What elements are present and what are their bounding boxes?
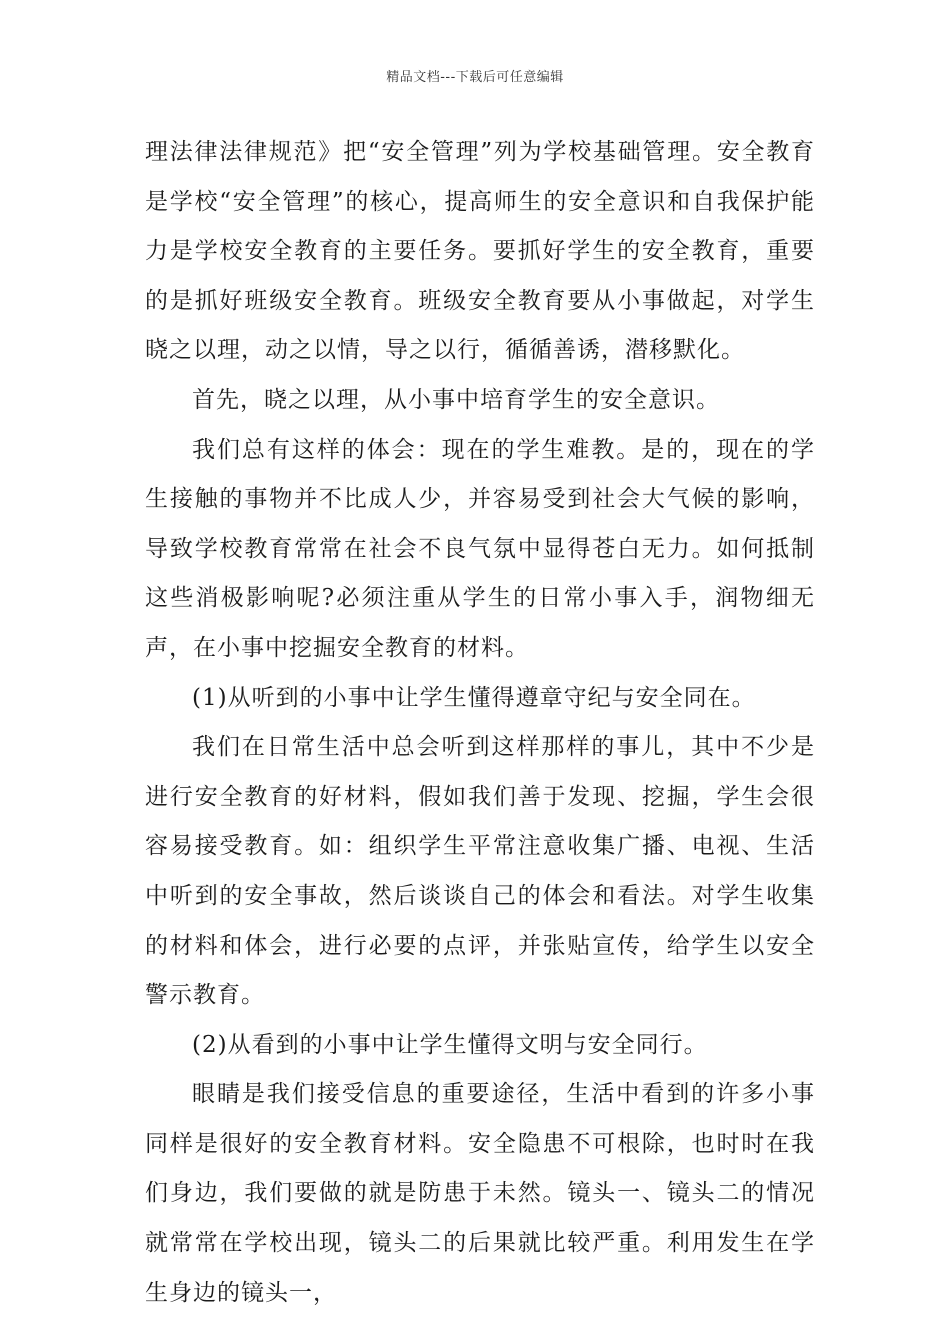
paragraph-heading-first: 首先，晓之以理，从小事中培育学生的安全意识。 bbox=[192, 386, 720, 413]
paragraph-continuation: 理法律法律规范》把“安全管理”列为学校基础管理。安全教育是学校“安全管理”的核心，提高师生的安全意识和自我保护能力是学校安全教育的主要任务。要抓好学生的安全教育，重要的是抓好班级安全教育。班级安全教育要从小事做起，对学生晓之以理，动之以情，导之以行，循循善诱，潜移默化。 bbox=[145, 139, 815, 364]
page-header: 精品文档---下载后可任意编辑 bbox=[386, 70, 564, 85]
paragraph: 眼睛是我们接受信息的重要途径，生活中看到的许多小事同样是很好的安全教育材料。安全隐患不可根除，也时时在我们身边，我们要做的就是防患于未然。镜头一、镜头二的情况就常常在学校出现，镜头二的后果就比较严重。利用发生在学生身边的镜头一， bbox=[145, 1081, 815, 1306]
paragraph: 我们总有这样的体会：现在的学生难教。是的，现在的学生接触的事物并不比成人少，并容易受到社会大气候的影响，导致学校教育常常在社会不良气氛中显得苍白无力。如何抵制这些消极影响呢?必须注重从学生的日常小事入手，润物细无声，在小事中挖掘安全教育的材料。 bbox=[145, 436, 815, 661]
paragraph-subheading-2: (2)从看到的小事中让学生懂得文明与安全同行。 bbox=[192, 1031, 708, 1058]
document-body bbox=[145, 128, 815, 1318]
paragraph-subheading-1: (1)从听到的小事中让学生懂得遵章守纪与安全同在。 bbox=[192, 684, 756, 711]
paragraph: 我们在日常生活中总会听到这样那样的事儿，其中不少是进行安全教育的好材料，假如我们善于发现、挖掘，学生会很容易接受教育。如：组织学生平常注意收集广播、电视、生活中听到的安全事故，然后谈谈自己的体会和看法。对学生收集的材料和体会，进行必要的点评，并张贴宣传，给学生以安全警示教育。 bbox=[145, 734, 815, 1009]
